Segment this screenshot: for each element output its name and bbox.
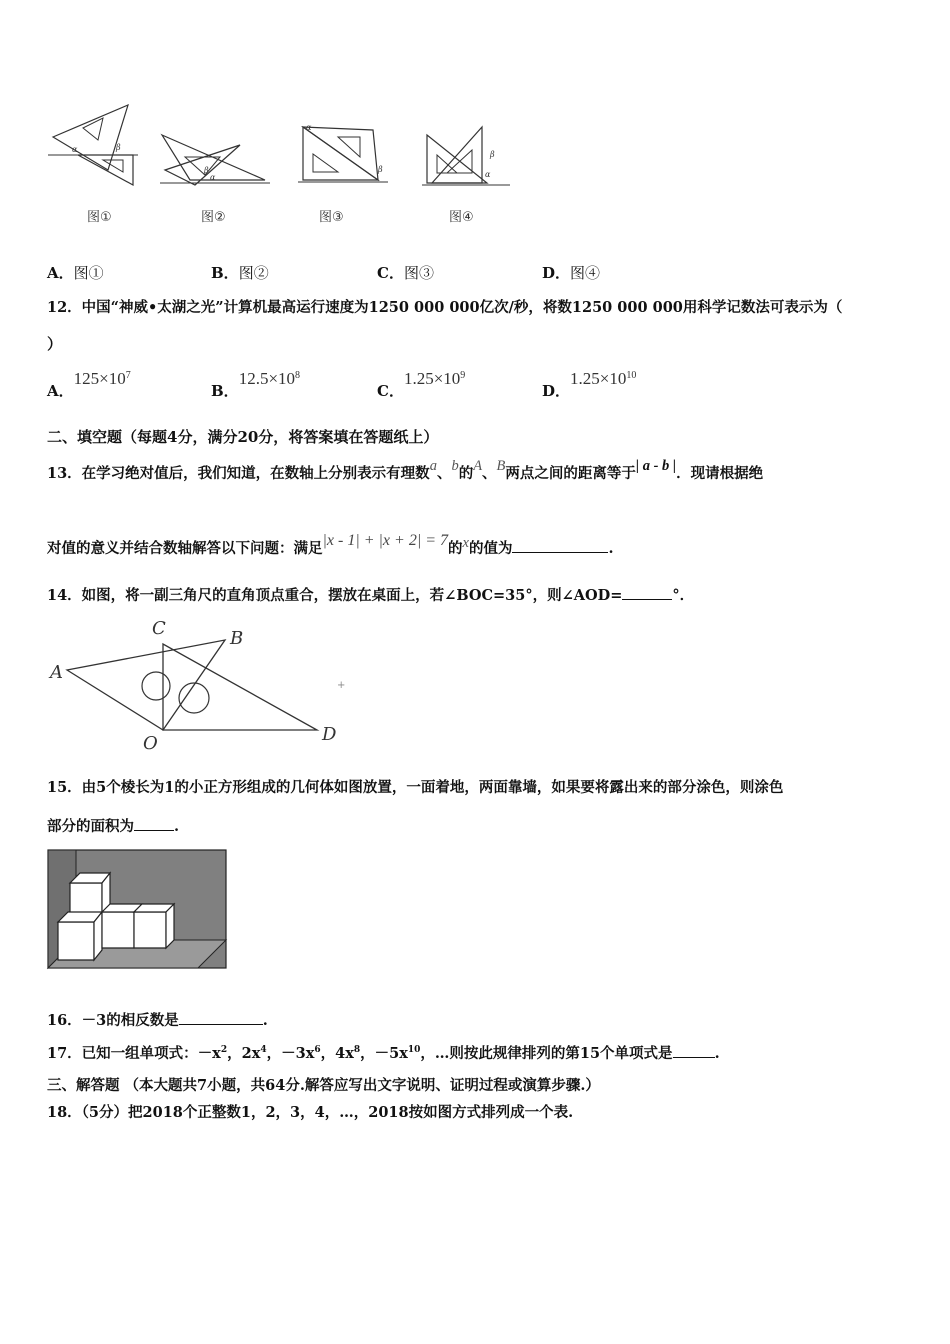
q14-text: 14．如图，将一副三角尺的直角顶点重合，摆放在桌面上，若∠BOC=35°，则∠AOD= °． <box>47 587 695 604</box>
q13-equation: |x - 1| + |x + 2| = 7 <box>322 532 449 549</box>
q12-option-c[interactable]: C．$1.25\times 10^9$ <box>377 369 466 400</box>
q11-figure-3 <box>298 122 393 187</box>
q13-line1: 13．在学习绝对值后，我们知道，在数轴上分别表示有理数a、b的A、B两点之间的距离等于| a - b |．现请根据绝 <box>47 458 764 482</box>
q17-term-3: $-3x^6$ <box>281 1045 321 1062</box>
svg-text:α: α <box>485 170 491 179</box>
section3-title: 三、解答题 （本大题共7小题，共64分.解答应写出文字说明、证明过程或演算步骤.） <box>47 1077 600 1094</box>
beta-label: β <box>116 143 121 152</box>
q15-line1: 15．由5个棱长为1的小正方形组成的几何体如图放置，一面着地，两面靠墙，如果要将露出来的部分涂色，则涂色 <box>47 779 784 796</box>
label-A: A <box>50 662 63 683</box>
svg-text:+: + <box>337 680 346 691</box>
svg-text:β: β <box>378 165 383 174</box>
q11-caption-1: 图① <box>87 210 112 225</box>
q12-option-a[interactable]: A．$125\times 10^7$ <box>47 369 131 400</box>
q17-term-1: $-x^2$ <box>197 1045 228 1062</box>
q11-figure-1 <box>48 100 138 190</box>
label-D: D <box>322 724 337 745</box>
alpha-label: α <box>72 145 78 154</box>
q11-figure-2 <box>160 125 275 190</box>
q15-figure <box>48 850 226 968</box>
abs-distance-expr: | a - b | <box>635 458 677 474</box>
svg-text:β: β <box>204 166 209 175</box>
q17-answer-blank[interactable] <box>673 1043 715 1058</box>
q17-text: 17．已知一组单项式：$-x^2$，$2x^4$，$-3x^6$，$4x^8$，$-5x^{10}$，…则按此规律排列的第15个单项式是 . <box>47 1045 720 1062</box>
q14-answer-blank[interactable] <box>622 585 672 600</box>
q11-option-a[interactable]: A．图① <box>47 264 104 282</box>
q17-term-4: $4x^8$ <box>335 1045 361 1062</box>
label-B: B <box>230 628 244 649</box>
q16-answer-blank[interactable] <box>179 1010 263 1025</box>
q18-text: 18．（5分）把2018个正整数1，2，3，4，…，2018按如图方式排列成一个表. <box>47 1104 574 1121</box>
q11-figure-4 <box>422 125 512 190</box>
q12-option-b[interactable]: B．$12.5\times 10^8$ <box>211 369 301 400</box>
svg-text:α: α <box>306 123 312 132</box>
q11-option-c[interactable]: C．图③ <box>377 264 434 282</box>
q15-line2: 部分的面积为 . <box>47 818 180 835</box>
q11-caption-3: 图③ <box>319 210 344 225</box>
q13-line2: 对值的意义并结合数轴解答以下问题：满足|x - 1| + |x + 2| = 7的x的值为 . <box>47 532 614 557</box>
q11-caption-4: 图④ <box>449 210 474 225</box>
svg-text:β: β <box>490 150 495 159</box>
section2-title: 二、填空题（每题4分，满分20分，将答案填在答题纸上） <box>47 428 439 446</box>
q12-text-cont: ） <box>47 335 63 353</box>
q17-term-2: $2x^4$ <box>241 1045 267 1062</box>
q11-option-d[interactable]: D．图④ <box>542 264 601 282</box>
svg-text:α: α <box>210 173 216 182</box>
q11-option-b[interactable]: B．图② <box>211 264 269 282</box>
q17-term-5: $-5x^{10}$ <box>374 1045 421 1062</box>
q12-option-d[interactable]: D．$1.25\times 10^{10}$ <box>542 369 637 400</box>
q16-text: 16．－3的相反数是 . <box>47 1012 268 1029</box>
q13-answer-blank[interactable] <box>512 538 608 553</box>
q11-caption-2: 图② <box>201 210 226 225</box>
q15-answer-blank[interactable] <box>134 816 174 831</box>
label-C: C <box>152 618 166 639</box>
q12-text: 12．中国“神威•太湖之光”计算机最高运行速度为1250 000 000亿次/秒，将数1250 000 000用科学记数法可表示为（ <box>47 299 843 316</box>
q14-figure <box>45 612 350 757</box>
label-O: O <box>143 733 158 754</box>
